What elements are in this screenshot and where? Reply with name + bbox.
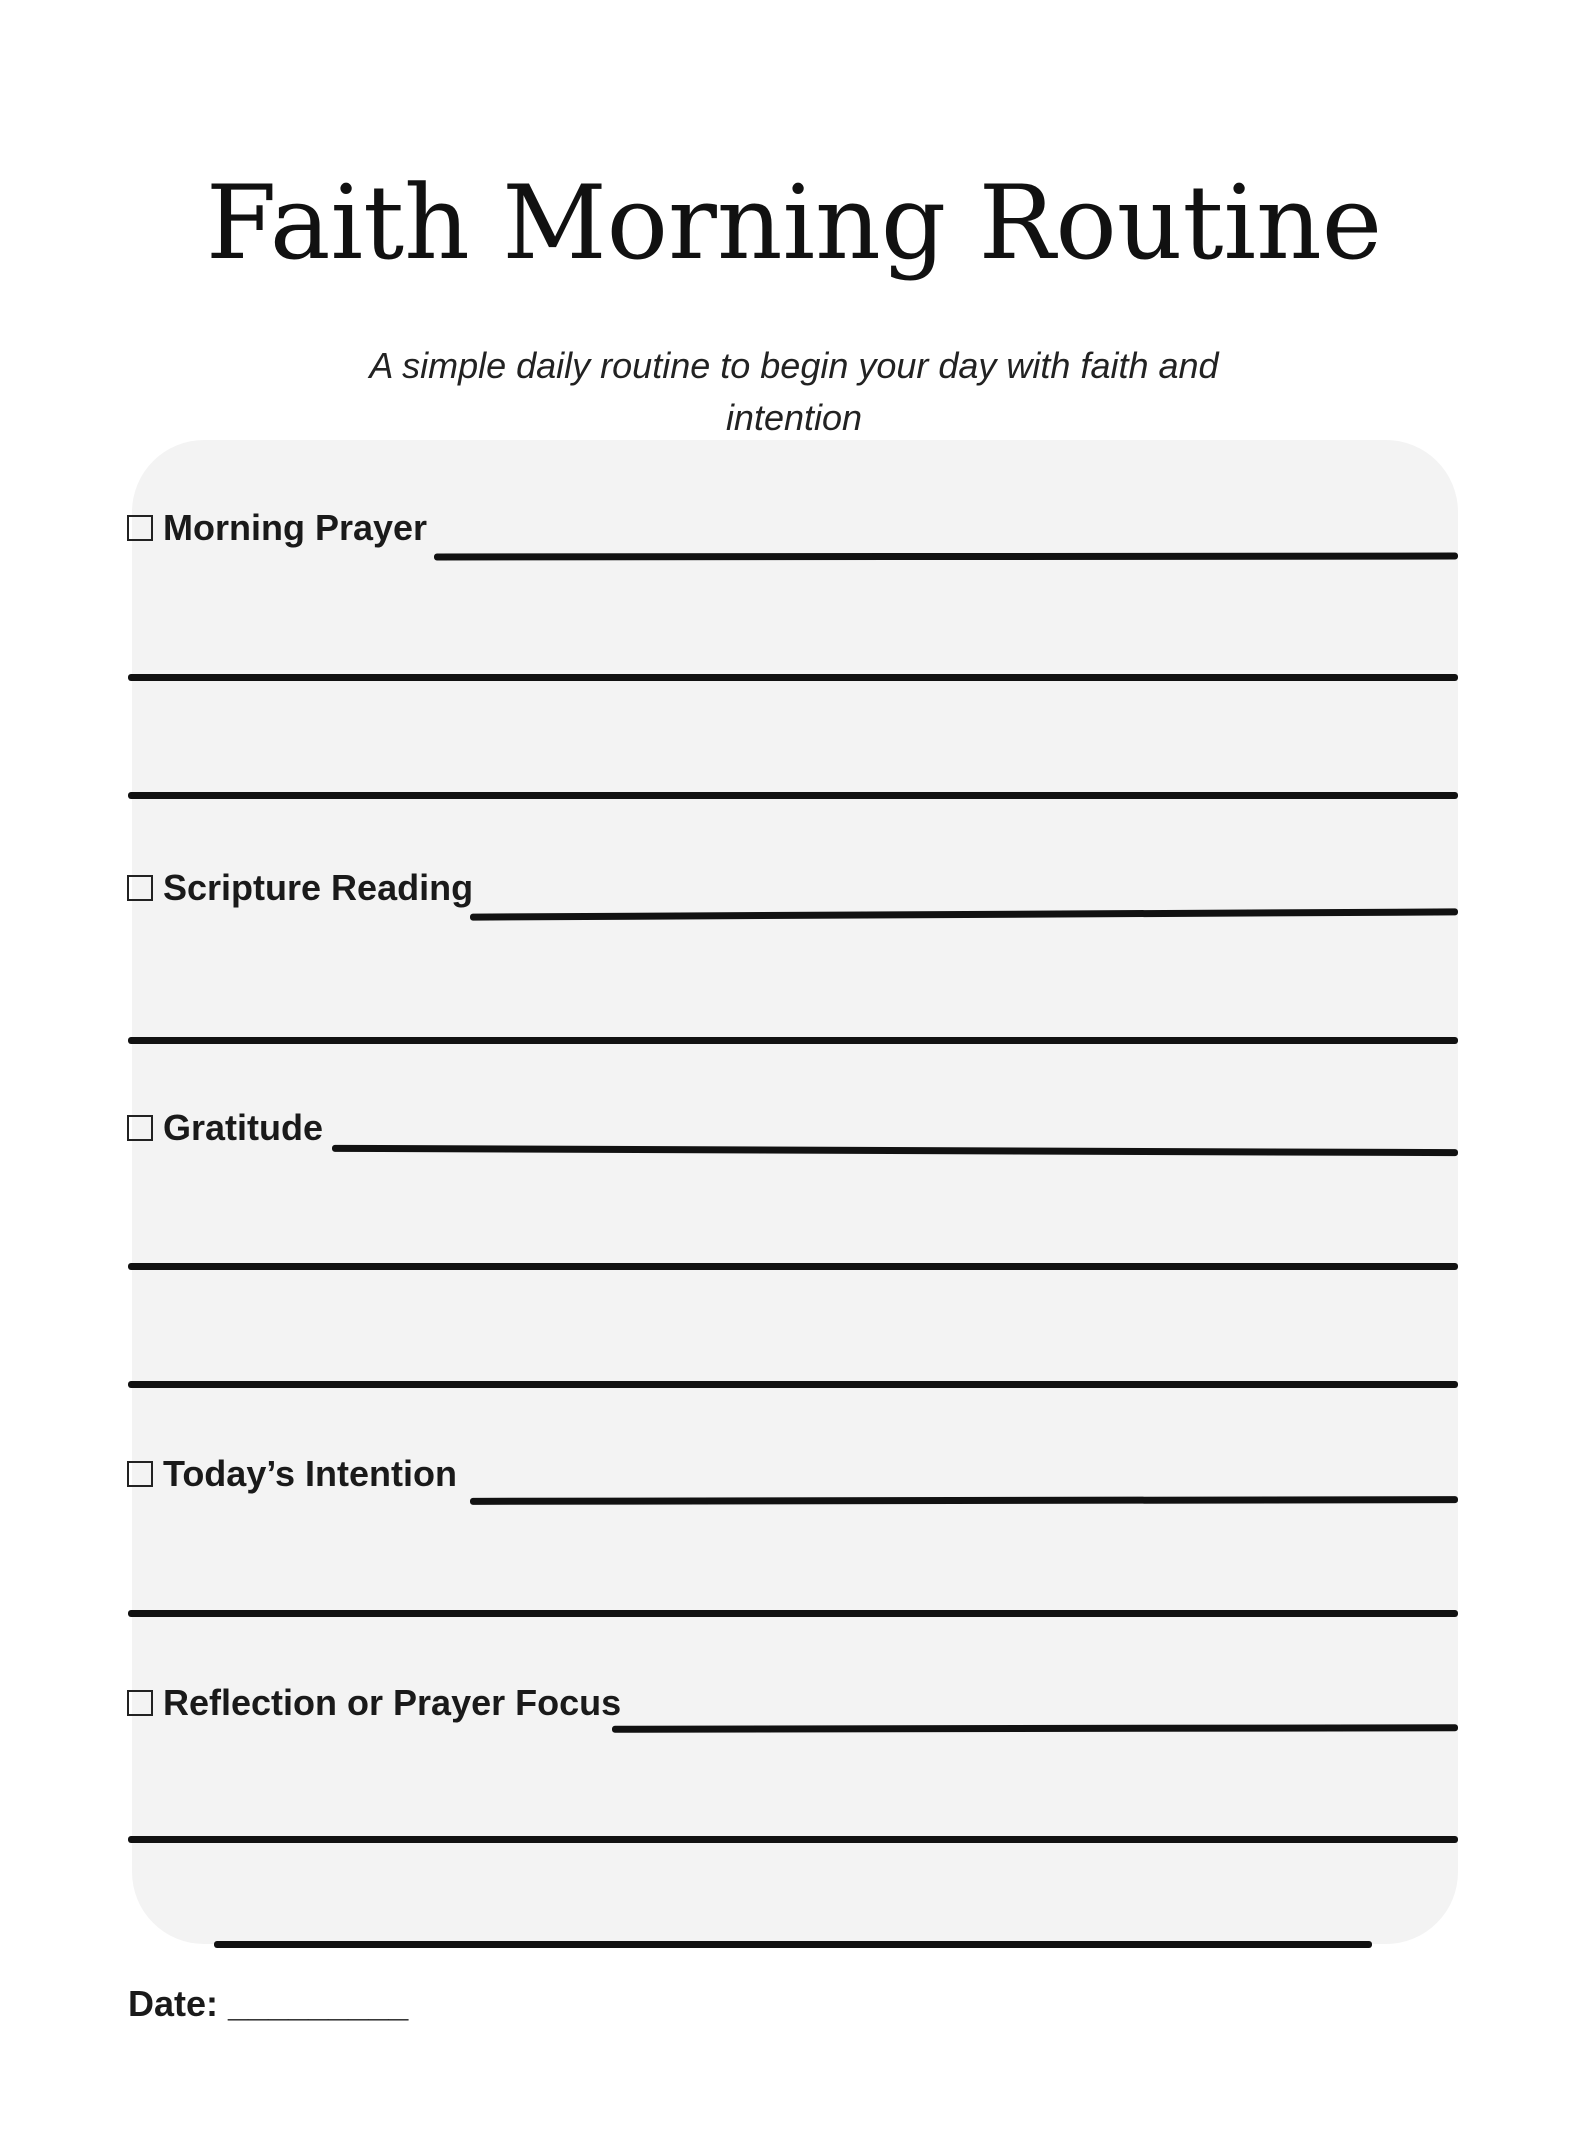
routine-item-todays-intention [127, 1452, 457, 1496]
date-label: Date: [128, 1983, 219, 2024]
writing-line[interactable] [128, 1381, 1458, 1388]
writing-line[interactable] [128, 1263, 1458, 1270]
writing-line[interactable] [128, 674, 1458, 681]
writing-line[interactable] [612, 1724, 1458, 1732]
date-blank: _________ [228, 1983, 409, 2024]
date-field[interactable] [128, 1982, 408, 2026]
writing-line[interactable] [128, 1610, 1458, 1617]
routine-item-gratitude [127, 1106, 323, 1150]
routine-item-label: Gratitude [163, 1107, 324, 1148]
routine-item-label: Morning Prayer [163, 507, 428, 548]
writing-line[interactable] [128, 1836, 1458, 1843]
routine-item-label: Scripture Reading [163, 867, 474, 908]
checkbox-morning-prayer[interactable] [127, 515, 153, 541]
checkbox-reflection-focus[interactable] [127, 1690, 153, 1716]
writing-line[interactable] [214, 1941, 1372, 1948]
writing-line[interactable] [128, 792, 1458, 799]
checkbox-todays-intention[interactable] [127, 1461, 153, 1487]
routine-item-reflection-focus [127, 1681, 621, 1725]
writing-line[interactable] [128, 1037, 1458, 1044]
routine-item-label: Reflection or Prayer Focus [163, 1682, 622, 1723]
routine-item-scripture-reading [127, 866, 473, 910]
checkbox-scripture-reading[interactable] [127, 875, 153, 901]
writing-line[interactable] [434, 553, 1458, 561]
routine-item-morning-prayer [127, 506, 427, 550]
checkbox-gratitude[interactable] [127, 1115, 153, 1141]
page-subtitle: A simple daily routine to begin your day with faith and intention [369, 345, 1219, 438]
page-title: Faith Morning Routine [205, 164, 1383, 283]
routine-item-label: Today’s Intention [163, 1453, 457, 1494]
